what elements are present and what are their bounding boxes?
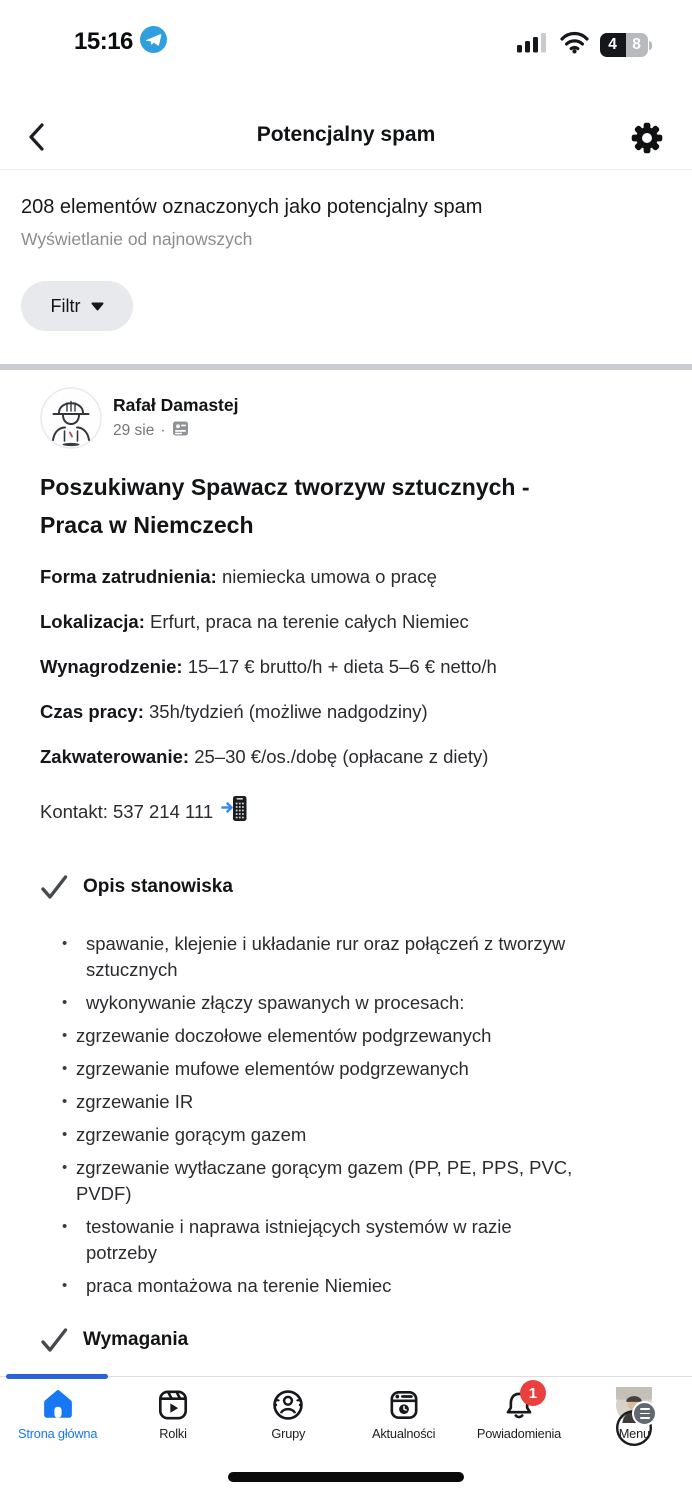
hamburger-icon — [632, 1401, 657, 1426]
menu-avatar — [616, 1387, 652, 1423]
tab-label: Aktualności — [372, 1426, 435, 1441]
tab-news[interactable] — [346, 1387, 461, 1441]
post-date: 29 sie — [113, 422, 154, 440]
list-item: • zgrzewanie IR — [40, 1089, 652, 1115]
list-item: • zgrzewanie mufowe elementów podgrzewanych — [40, 1056, 652, 1082]
battery-icon — [600, 33, 653, 57]
tab-label: Menu — [619, 1426, 650, 1441]
clock: 15:16 — [74, 28, 133, 56]
page-title: Potencjalny spam — [0, 123, 692, 147]
list-item: • zgrzewanie gorącym gazem — [40, 1122, 652, 1148]
field-row: Zakwaterowanie: 25–30 €/os./dobę (opłacane z diety) — [40, 744, 652, 770]
contact-text: Kontakt: 537 214 111 — [40, 799, 213, 825]
home-indicator[interactable] — [228, 1472, 464, 1482]
filter-label: Filtr — [51, 296, 81, 317]
job-bullet-list — [40, 931, 652, 1299]
post-fields — [40, 564, 652, 770]
wifi-icon — [559, 31, 590, 59]
telegram-location-icon — [140, 26, 167, 58]
field-row: Wynagrodzenie: 15–17 € brutto/h + dieta 5–6 € netto/h — [40, 654, 652, 680]
filter-button[interactable] — [21, 281, 133, 331]
field-row: Forma zatrudnienia: niemiecka umowa o pracę — [40, 564, 652, 590]
tab-groups[interactable] — [231, 1387, 346, 1441]
tab-label: Strona główna — [18, 1426, 97, 1441]
notification-badge: 1 — [520, 1380, 546, 1406]
chevron-down-icon — [91, 302, 104, 311]
navigation-header — [0, 105, 692, 170]
section-requirements — [40, 1326, 652, 1354]
battery-rest: 8 — [626, 33, 648, 57]
spam-count-text: 208 elementów oznaczonych jako potencjalny spam — [21, 194, 671, 221]
spam-queue-content — [0, 170, 692, 1354]
author-name[interactable]: Rafał Damastej — [113, 394, 238, 416]
contact-line — [40, 794, 652, 830]
tab-notifications[interactable] — [461, 1387, 576, 1441]
sort-order-text: Wyświetlanie od najnowszych — [21, 227, 671, 251]
tab-label: Grupy — [271, 1426, 305, 1441]
list-item: • zgrzewanie doczołowe elementów podgrzewanych — [40, 1023, 652, 1049]
section-description — [40, 873, 652, 901]
groups-icon — [270, 1387, 306, 1423]
list-item: • zgrzewanie wytłaczane gorącym gazem (PP, PE, PPS, PVC, PVDF) — [40, 1155, 652, 1207]
status-bar — [0, 0, 692, 90]
cellular-signal-icon — [515, 32, 549, 59]
gear-icon — [628, 119, 666, 157]
tab-label: Powiadomienia — [477, 1426, 561, 1441]
tab-label: Rolki — [159, 1426, 186, 1441]
active-tab-indicator — [6, 1374, 108, 1379]
tab-reels[interactable] — [115, 1387, 230, 1441]
author-avatar[interactable] — [40, 387, 102, 449]
battery-fill: 4 — [600, 33, 626, 57]
list-item: • praca montażowa na terenie Niemiec — [40, 1273, 652, 1299]
reels-icon — [155, 1387, 191, 1423]
post-title: Poszukiwany Spawacz tworzyw sztucznych - Praca w Niemczech — [40, 468, 652, 544]
mobile-phone-arrow-icon — [221, 794, 248, 830]
check-icon — [40, 1327, 69, 1354]
tab-menu[interactable] — [577, 1387, 692, 1441]
meta-separator: · — [160, 422, 165, 440]
section-title: Opis stanowiska — [83, 873, 233, 901]
check-icon — [40, 874, 69, 901]
feed-privacy-icon — [172, 420, 189, 442]
section-title: Wymagania — [83, 1326, 188, 1354]
home-icon — [40, 1387, 76, 1423]
news-icon — [386, 1387, 422, 1423]
field-row: Czas pracy: 35h/tydzień (możliwe nadgodziny) — [40, 699, 652, 725]
tab-home[interactable] — [0, 1387, 115, 1441]
list-item: • testowanie i naprawa istniejących systemów w razie potrzeby — [40, 1214, 652, 1266]
list-item: • wykonywanie złączy spawanych w procesach: — [40, 990, 652, 1016]
settings-button[interactable] — [628, 119, 666, 157]
post-card — [0, 370, 692, 1354]
field-row: Lokalizacja: Erfurt, praca na terenie całych Niemiec — [40, 609, 652, 635]
list-item: • spawanie, klejenie i układanie rur oraz połączeń z tworzyw sztucznych — [40, 931, 652, 983]
bell-icon — [501, 1387, 537, 1423]
bottom-tab-bar — [0, 1376, 692, 1501]
